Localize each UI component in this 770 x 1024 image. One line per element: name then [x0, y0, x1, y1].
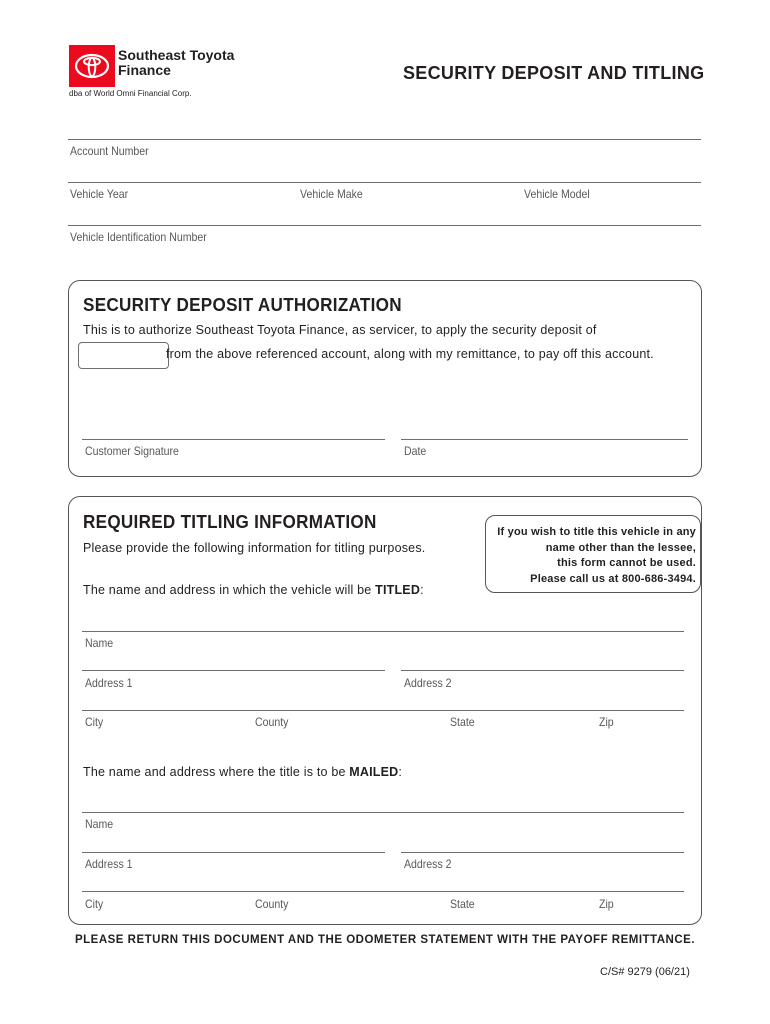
mailed-name-line[interactable]: [82, 812, 684, 813]
note-line2: name other than the lessee,: [545, 541, 696, 554]
brand-name-line1: Southeast Toyota: [118, 47, 235, 63]
mailed-address2-line[interactable]: [401, 852, 684, 853]
note-line3: this form cannot be used.: [557, 557, 696, 569]
mailed-address1-line[interactable]: [82, 852, 385, 853]
note-line1: If you wish to title this vehicle in any: [497, 526, 696, 538]
titled-instruction: [83, 583, 424, 597]
vin-label: Vehicle Identification Number: [70, 230, 207, 244]
vehicle-info-line[interactable]: [68, 182, 701, 183]
titled-state-label: State: [450, 715, 475, 729]
deposit-amount-input[interactable]: [78, 342, 169, 369]
date-label: Date: [404, 444, 427, 458]
customer-signature-line[interactable]: [82, 439, 385, 440]
brand-name: [118, 48, 234, 78]
vin-line[interactable]: [68, 225, 701, 226]
mailed-address2-label: Address 2: [404, 857, 452, 871]
titling-warning-note: [485, 515, 701, 593]
toyota-emblem-icon: [69, 45, 115, 87]
mailed-city-label: City: [85, 897, 104, 911]
titling-intro: Please provide the following information for titling purposes.: [83, 541, 426, 555]
deposit-text-line2: from the above referenced account, along with my remittance, to pay off this account.: [166, 347, 654, 361]
brand-name-line2: Finance: [118, 62, 171, 78]
deposit-text-line1: This is to authorize Southeast Toyota Finance, as servicer, to apply the security deposit of: [83, 323, 597, 337]
titled-city-label: City: [85, 715, 104, 729]
titled-city-line[interactable]: [82, 710, 684, 711]
titled-suffix: :: [420, 583, 424, 597]
titled-prefix: The name and address in which the vehicle will be: [83, 583, 376, 597]
titled-address1-line[interactable]: [82, 670, 385, 671]
account-number-label: Account Number: [70, 144, 149, 158]
mailed-county-label: County: [255, 897, 289, 911]
mailed-zip-label: Zip: [599, 897, 614, 911]
vehicle-year-label: Vehicle Year: [70, 187, 129, 201]
mailed-instruction: [83, 765, 402, 779]
document-title: SECURITY DEPOSIT AND TITLING: [403, 63, 705, 83]
note-line4: Please call us at 800-686-3494.: [530, 572, 696, 585]
titled-address2-line[interactable]: [401, 670, 684, 671]
brand-dba: dba of World Omni Financial Corp.: [69, 89, 192, 98]
security-deposit-title: SECURITY DEPOSIT AUTHORIZATION: [83, 295, 402, 315]
titled-name-label: Name: [85, 636, 114, 650]
return-instructions: PLEASE RETURN THIS DOCUMENT AND THE ODOMETER STATEMENT WITH THE PAYOFF REMITTANCE.: [74, 934, 696, 946]
vehicle-model-label: Vehicle Model: [524, 187, 590, 201]
titled-name-line[interactable]: [82, 631, 684, 632]
mailed-suffix: :: [398, 765, 403, 779]
mailed-city-line[interactable]: [82, 891, 684, 892]
date-line[interactable]: [401, 439, 688, 440]
titled-county-label: County: [255, 715, 289, 729]
form-code: C/S# 9279 (06/21): [600, 966, 690, 978]
titled-keyword: TITLED: [375, 583, 421, 597]
titled-zip-label: Zip: [599, 715, 614, 729]
titled-address1-label: Address 1: [85, 676, 133, 690]
titling-title: REQUIRED TITLING INFORMATION: [83, 512, 377, 532]
account-number-line[interactable]: [68, 139, 701, 140]
mailed-name-label: Name: [85, 817, 114, 831]
customer-signature-label: Customer Signature: [85, 444, 179, 458]
vehicle-make-label: Vehicle Make: [300, 187, 363, 201]
titled-address2-label: Address 2: [404, 676, 452, 690]
mailed-address1-label: Address 1: [85, 857, 133, 871]
mailed-keyword: MAILED: [349, 765, 399, 779]
mailed-state-label: State: [450, 897, 475, 911]
toyota-logo: [69, 45, 115, 87]
mailed-prefix: The name and address where the title is to be: [83, 765, 350, 779]
